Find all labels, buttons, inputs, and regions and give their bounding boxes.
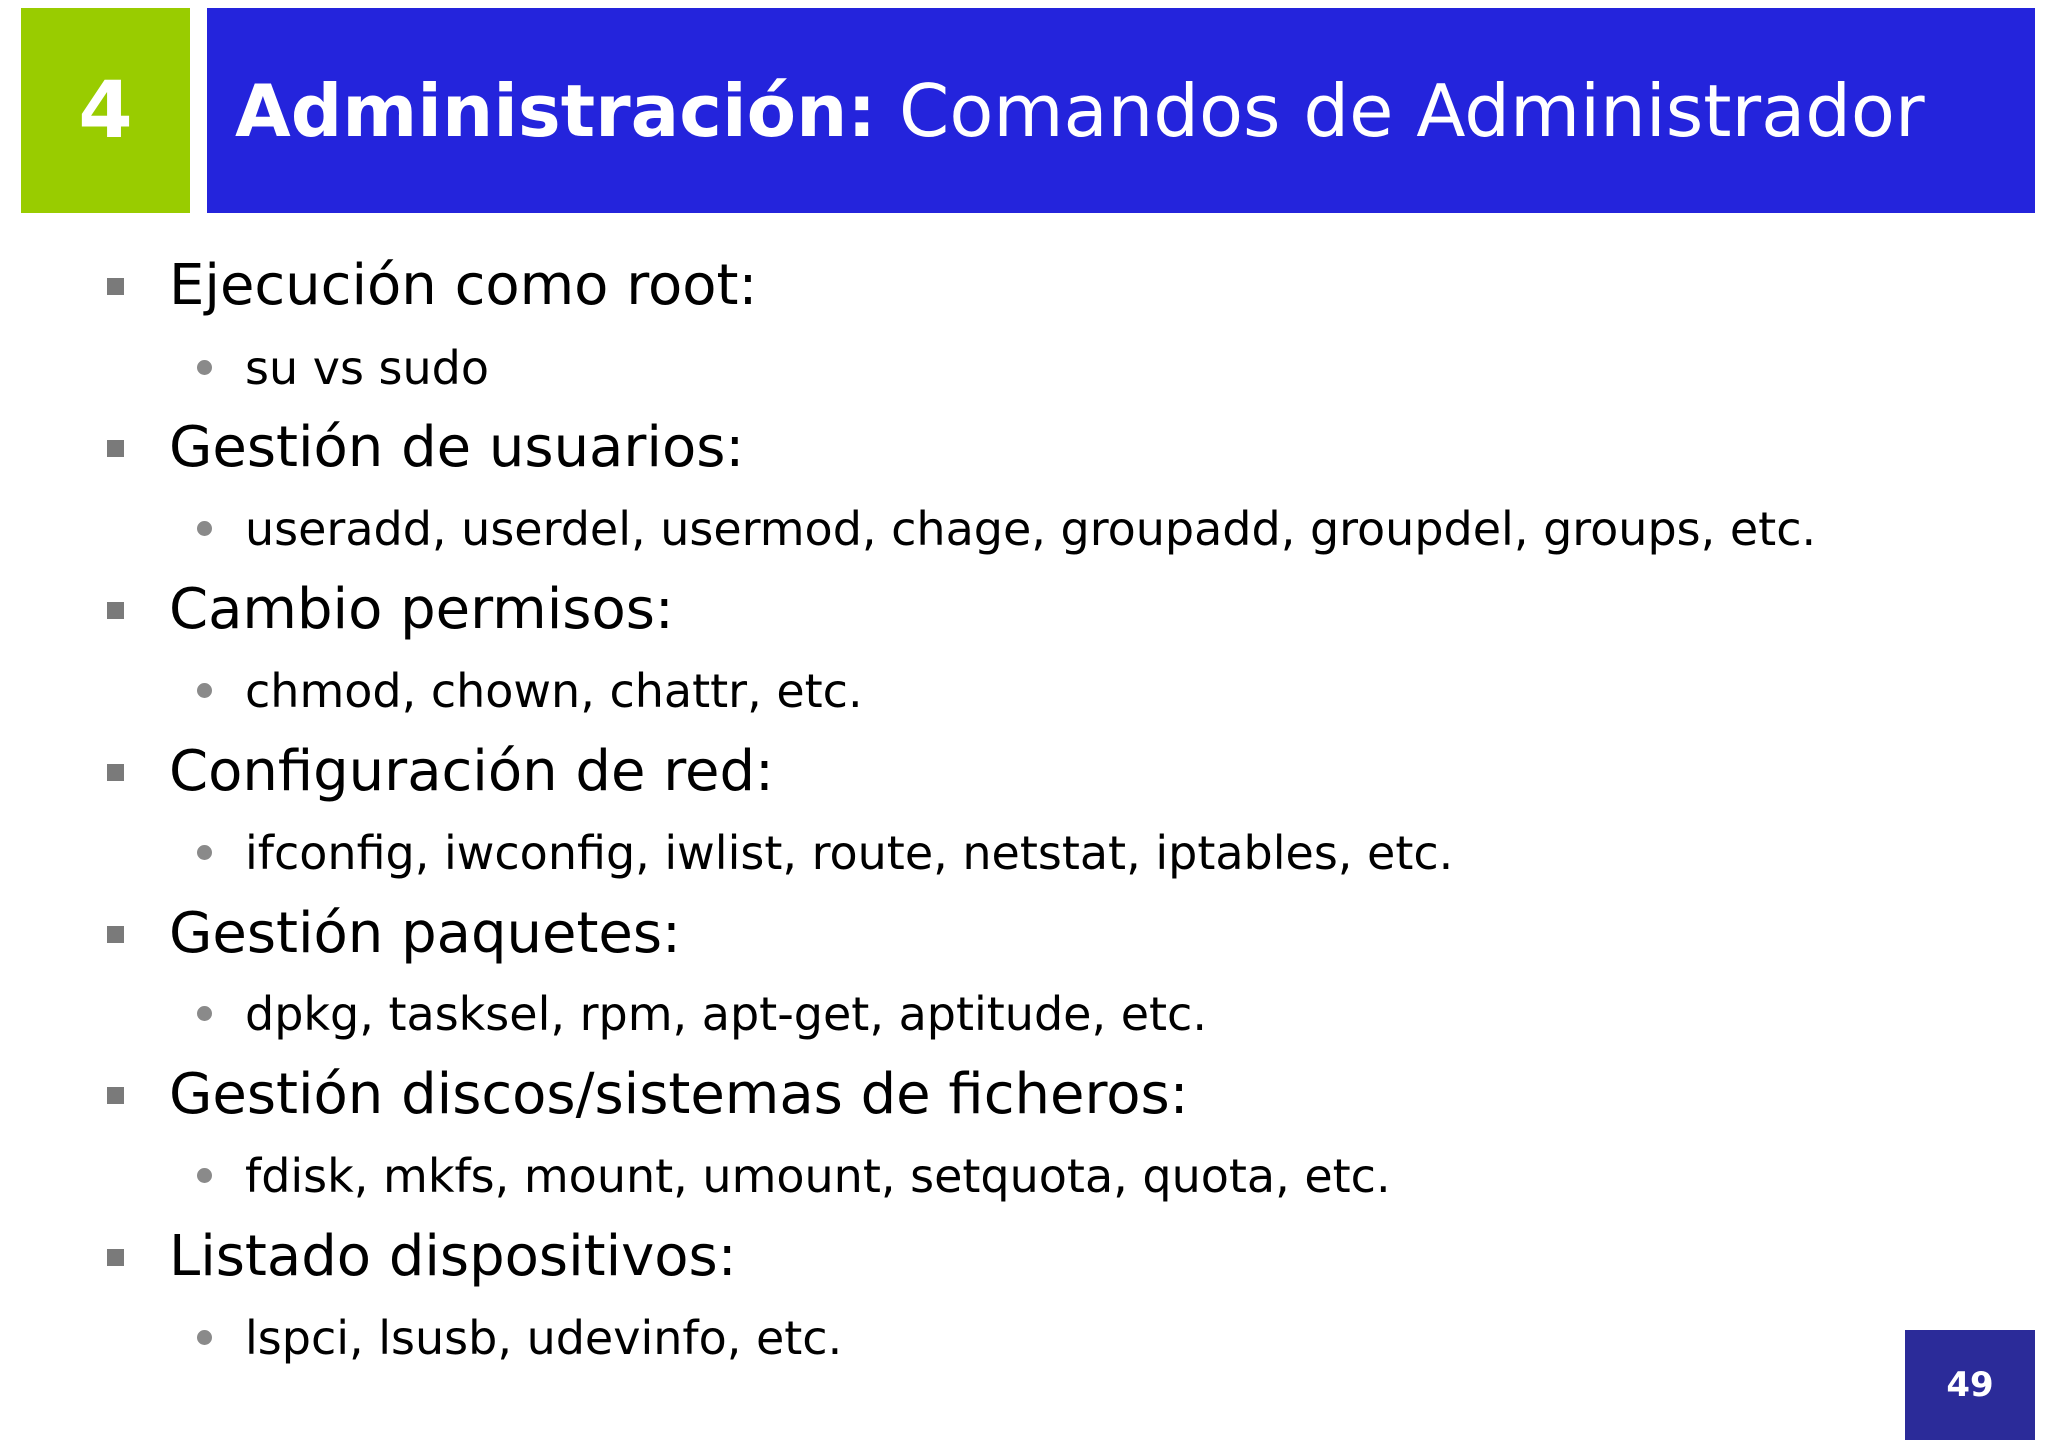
slide-title-bold: Administración: bbox=[235, 68, 877, 153]
square-bullet-icon bbox=[107, 764, 124, 781]
square-bullet-icon bbox=[107, 1249, 124, 1266]
sub-bullet-text: lspci, lsusb, udevinfo, etc. bbox=[245, 1311, 843, 1365]
round-bullet-icon bbox=[197, 1330, 212, 1345]
square-bullet-icon bbox=[107, 278, 124, 295]
section-number: 4 bbox=[78, 65, 133, 156]
page-number-box bbox=[1905, 1330, 2035, 1440]
square-bullet-icon bbox=[107, 1087, 124, 1104]
round-bullet-icon bbox=[197, 1006, 212, 1021]
bullet-heading: Ejecución como root: bbox=[169, 253, 758, 318]
sub-bullet-text: su vs sudo bbox=[245, 341, 490, 395]
sub-bullet-text: useradd, userdel, usermod, chage, groupadd, groupdel, groups, etc. bbox=[245, 502, 1817, 556]
bullet-heading: Configuración de red: bbox=[169, 739, 774, 804]
square-bullet-icon bbox=[107, 602, 124, 619]
round-bullet-icon bbox=[197, 1168, 212, 1183]
sub-bullet-text: chmod, chown, chattr, etc. bbox=[245, 664, 863, 718]
round-bullet-icon bbox=[197, 683, 212, 698]
sub-bullet-text: ifconfig, iwconfig, iwlist, route, netstat, iptables, etc. bbox=[245, 826, 1454, 880]
round-bullet-icon bbox=[197, 360, 212, 375]
bullet-heading: Gestión discos/sistemas de ficheros: bbox=[169, 1062, 1189, 1127]
sub-bullet-text: dpkg, tasksel, rpm, apt-get, aptitude, etc. bbox=[245, 987, 1207, 1041]
page-number: 49 bbox=[1946, 1365, 1994, 1405]
bullet-heading: Gestión paquetes: bbox=[169, 901, 681, 966]
square-bullet-icon bbox=[107, 926, 124, 943]
round-bullet-icon bbox=[197, 845, 212, 860]
round-bullet-icon bbox=[197, 521, 212, 536]
bullet-heading: Gestión de usuarios: bbox=[169, 415, 745, 480]
sub-bullet-text: fdisk, mkfs, mount, umount, setquota, quota, etc. bbox=[245, 1149, 1391, 1203]
square-bullet-icon bbox=[107, 440, 124, 457]
slide-title-rest: Comandos de Administrador bbox=[876, 68, 1925, 153]
bullet-heading: Listado dispositivos: bbox=[169, 1224, 737, 1289]
bullet-heading: Cambio permisos: bbox=[169, 577, 674, 642]
